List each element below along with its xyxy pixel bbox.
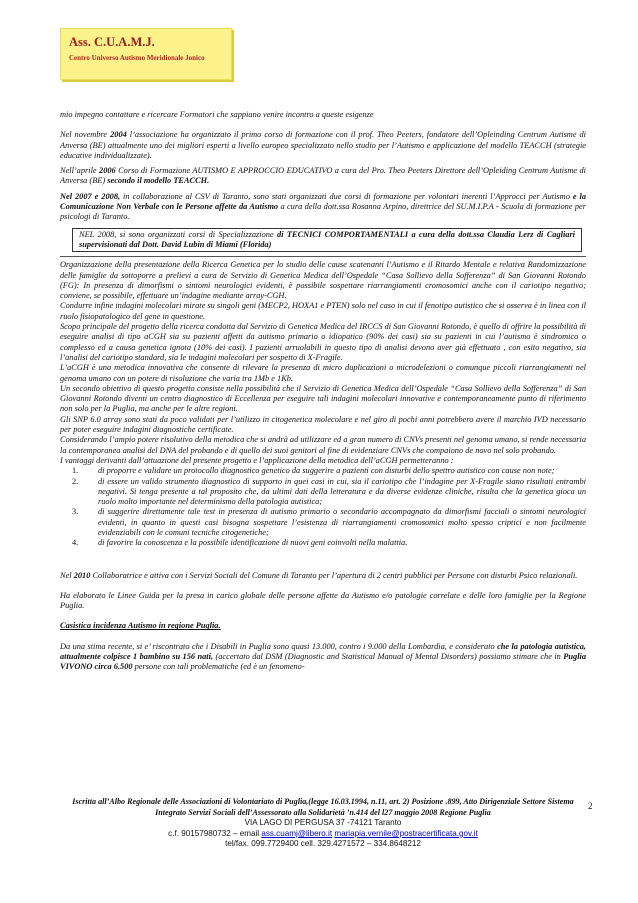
casistica-paragraph xyxy=(60,642,586,673)
text-run: Nel xyxy=(60,570,74,580)
november-2004-paragraph xyxy=(60,130,586,161)
email-link-primary[interactable]: ass.cuamj@libero.it xyxy=(261,828,333,838)
guidelines-paragraph: Ha elaborato le Linee Guida per la presa in carico globale delle persone affette da Autismo e/o patologie correlate e delle loro famiglie per la Regione Puglia. xyxy=(60,590,586,611)
list-text: di proporre e validare un protocollo diagnostico genetico da suggerire a pazienti con disturbi dello spettro autistico con cause non note; xyxy=(98,466,555,476)
list-text: di suggerire direttamente tale test in presenza di autismo primario o secondario accompagnato da dimorfismi facciali o sintomi neurologici evidenti, in quanto in questi casi bisogna sospettare l’esistenza di riarrangiamenti cromosomici molto spesso criptici e non facilmente evidenziabili con le comuni tecniche citogenetiche; xyxy=(98,507,586,537)
contact-emails xyxy=(60,829,586,840)
text-run: (accertato dal DSM (Diagnostic and Statistical Manual of Mental Disorders) possiamo stimare che in xyxy=(213,652,564,662)
year-2007-2008-paragraph xyxy=(60,192,586,223)
highlight-box-2008 xyxy=(72,228,582,253)
autism-incidence: che la patologia autistica, attualmente colpisce 1 bambino su 156 nati, xyxy=(60,641,587,662)
text-run: NEL 2008 xyxy=(79,229,115,239)
research-paragraph-7: Considerando l’ampio potere risolutivo della metodica che si andrà ad utilizzare ed a gran numero di CNVs presenti nel genoma umano, si rende necessaria la contemporanea analisi del DNA del probando e di quello dei suoi genitori al fine di evidenziare CNVs che compaiono de novo nel solo probando. xyxy=(60,435,586,455)
list-number: 2. xyxy=(72,476,79,486)
email-link-certified[interactable]: mariapia.vernile@postracertificata.gov.it xyxy=(334,828,478,838)
address: VIA LAGO DI PERGUSA 37 -74121 Taranto xyxy=(244,818,402,828)
year-2010: 2010 xyxy=(73,570,91,580)
text-run: Collaboratrice e attiva con i Servizi Sociali del Comune di Taranto per l’apertura di 2 centri pubblici per Persone con disturbi Psico relazionali. xyxy=(90,570,578,580)
separator-line xyxy=(60,256,586,257)
research-paragraph-3: Scopo principale del progetto della ricerca condotta dal Servizio di Genetica Medica del IRCCS di San Giovanni Rotondo, è quello di offrire la possibilità di eseguire analisi di tipo aCGH sia su pazienti affetti da autismo primario o idiopatico (90% dei casi) sia su pazienti in cui l’autismo è sindromico o complesso ed a causa genetica ignota (10% dei casi). I pazienti arruolabili in questo tipo di analisi devono aver già effettuato , con esito negativo, sia l’analisi del cariotipo standard, sia le indagini molecolari per sospetto di X-Fragile. xyxy=(60,322,586,362)
text-run: Nell’aprile xyxy=(60,166,100,176)
list-item xyxy=(72,507,586,538)
page-footer xyxy=(60,797,586,850)
intro-paragraph: mio impegno contattare e ricercare Formatori che sappiano venire incontro a queste esigenze xyxy=(60,110,374,119)
text-run: Da una stima recente, si e’ riscontrato che i Disabili in Puglia sono quasi 13.000, contro i 9.000 della Lombardia, e considerato xyxy=(60,641,498,651)
text-run: Nel novembre xyxy=(60,130,111,140)
list-number: 3. xyxy=(72,507,79,517)
page-number: 2 xyxy=(588,801,593,811)
research-paragraph-6: Gli SNP 6.0 array sono stati da poco validati per l’utilizzo in citogenetica molecolare e nel giro di pochi anni potrebbero avere il marchio IVD necessario per poter eseguire indagini diagnostiche certificate. xyxy=(60,414,586,435)
list-text: di essere un valido strumento diagnostico di supporto in quei casi in cui, sia il cariotipo che l’indagine per X-Fragile siano risultati entrambi negativi. Si tenga presente a tal proposito che, da ultimi dati della letteratura e da diverse evidenze cliniche, risulta che la genetica gioca un ruolo molto importante nel determinismo della patologia autistica; xyxy=(98,476,586,507)
teacch-model: secondo il modello TEACCH. xyxy=(107,176,210,186)
text-run: l’associazione ha organizzato il primo corso di formazione con il prof. Theo Peeters, fondatore dell’Opleinding Centrum Autisme di Anversa (BE) attualmente uno dei migliori esperti a livello europeo specializzato nello studio per l’Autismo e applicazione del modello TEACCH (strategie educative individualizzate). xyxy=(60,130,586,160)
research-paragraph-5: Un secondo obiettivo di questo progetto consiste nella possibilità che il Servizio di Genetica Medica dell’Ospedale “Casa Sollievo della Sofferenza” di San Giovanni Rotondo diventi un centro diagnostico di Eccellenza per eseguire tali indagini molecolari innovative e contemporaneamente punto di riferimento non solo per la Puglia, ma anche per le altre regioni. xyxy=(60,383,586,414)
year-2010-paragraph xyxy=(60,571,586,581)
april-2006-paragraph xyxy=(60,166,586,187)
research-paragraph-8: I vantaggi derivanti dall’attuazione del presente progetto e l’applicazione della metodica dell’aCGH permetteranno : xyxy=(60,455,454,465)
list-item xyxy=(72,538,586,548)
registry-info: Iscritta all’Albo Regionale delle Associazioni di Volontariato di Puglia,(legge 16.03.1994, n.11, art. 2) Posizione .899, Atto Dirigenziale Settore Sistema Integrato Servizi Sociali dell’Assessorato alla Solidarietà ’n.414 del l27 maggio 2008 Regione Puglia xyxy=(72,797,574,817)
document-body xyxy=(60,110,586,673)
list-text: di favorire la conoscenza e la possibile identificazione di nuovi geni coinvolti nella malattia. xyxy=(98,538,408,548)
casistica-heading: Casistica incidenza Autismo in regione Puglia. xyxy=(60,621,221,631)
phone-numbers: tel/fax. 099.7729400 cell. 329.4271572 – 334.8648212 xyxy=(225,839,421,849)
research-paragraph-2: Condurre infine indagini molecolari mirate su singoli geni (MECP2, HOXA1 e PTEN) solo nel caso in cui il fenotipo autistico che si osserva è in linea con il ruolo fisiopatologico del gene in questione. xyxy=(60,301,586,321)
logo-subtitle: Centro Universo Autismo Meridionale Jonico xyxy=(69,54,205,62)
list-item xyxy=(72,466,586,476)
list-item xyxy=(72,476,586,508)
research-paragraph-1: Organizzazione della presentazione della Ricerca Genetica per lo studio delle cause scatenanti l’Autismo e il Ritardo Mentale e relativa Randomizzazione delle famiglie da sottoporre a prelievi a cura de Servizio di Genetica Medica dell’Ospedale “Casa Sollievo della Sofferenza” di San Giovanni Rotondo (FG): In presenza di dimorfismi o sintomi neurologici evidenti, è possibile sospettare riarrangiamenti cromosomici anche con il cariotipo negativo; conviene, se possibile, effettuare un’indagine mediante array-CGH. xyxy=(60,260,586,301)
puglia-estimate: Puglia VIVONO circa 6.500 xyxy=(60,652,586,672)
text-run: in collaborazione al CSV di Taranto, sono stati organizzati due corsi di formazione per volontari inerenti l’Approcci per Autismo xyxy=(120,191,573,201)
text-run: Corso di Formazione AUTISMO E APPROCCIO EDUCATIVO a cura del Pro. Theo Peeters Direttore dell’Opleiding Centrum Autisme di Anversa (BE) xyxy=(60,166,586,186)
research-paragraph-4: L’aCGH è una metodica innovativa che consente di rilevare la presenza di micro duplicazioni o microdelezioni o comunque piccoli riarrangiamenti nel genoma umano con un potere di risoluzione che varia tra 1Mb e 1Kb. xyxy=(60,363,586,383)
list-number: 1. xyxy=(72,466,79,476)
years-2007-2008: Nel 2007 e 2008, xyxy=(60,191,121,201)
year-2004: 2004 xyxy=(110,130,127,140)
text-run: persone con tali problematiche (ed è un fenomeno- xyxy=(132,662,305,672)
behavioral-technicians: di TECNICI COMPORTAMENTALI a cura della dott.ssa Claudia Lerz di Cagliari supervisionati dal Dott. David Lubin di Miami (Florida) xyxy=(79,229,576,249)
communication-course: e la Comunicazione Non Verbale con le Persone affette da Autismo xyxy=(60,191,586,212)
advantages-list xyxy=(60,466,586,548)
association-logo xyxy=(60,28,232,80)
year-2006: 2006 xyxy=(99,166,116,176)
logo-title: Ass. C.U.A.M.J. xyxy=(69,35,155,49)
text-run: , si sono organizzati corsi di Specializzazione xyxy=(114,229,278,239)
fiscal-code: c.f. 90157980732 – email xyxy=(168,828,262,838)
text-run: a cura della dott.ssa Rosanna Arpino, direttrice del SU.M.I.P.A - Scuola di formazione per psicologi di Taranto. xyxy=(60,202,586,222)
list-number: 4. xyxy=(72,538,79,548)
